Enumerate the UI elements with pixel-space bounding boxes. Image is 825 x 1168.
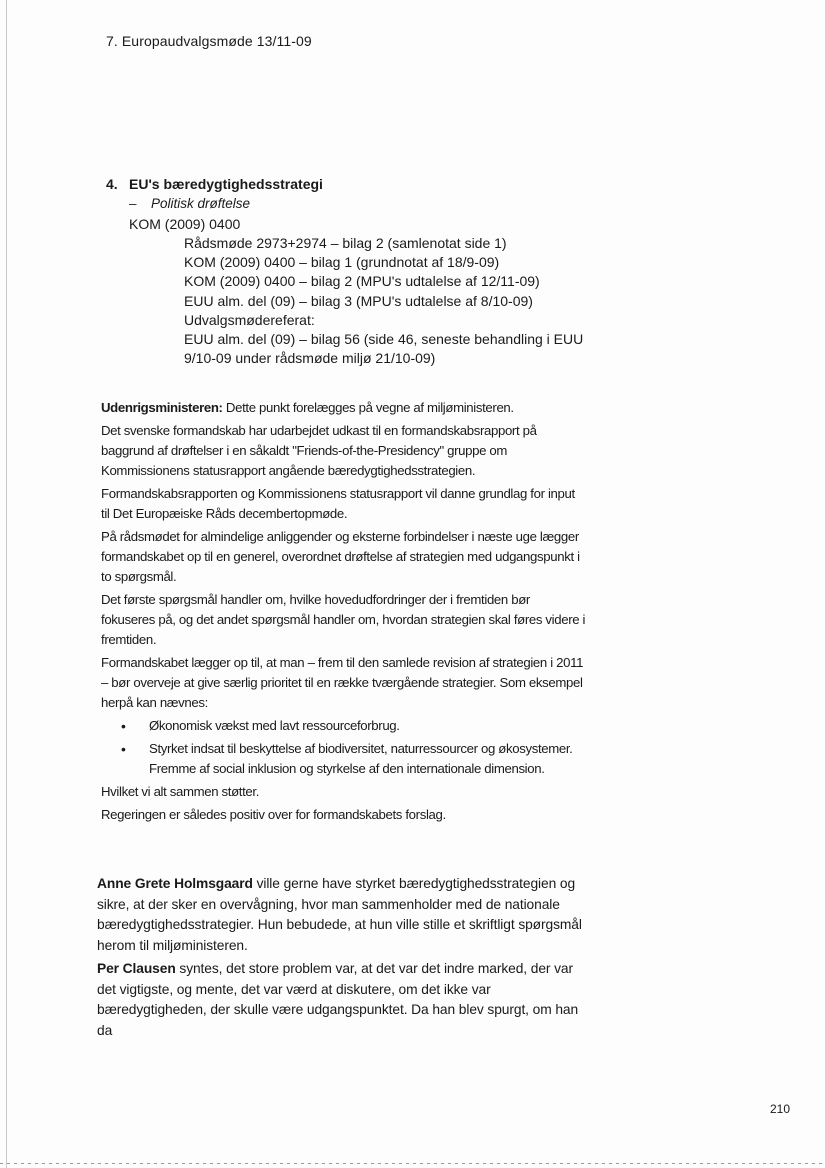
reference-line: EUU alm. del (09) – bilag 3 (MPU's udtalelse af 8/10-09) bbox=[184, 292, 533, 309]
statement-intro-text: Dette punkt forelægges på vegne af miljøministeren. bbox=[222, 400, 514, 415]
paragraph: Formandskabet lægger op til, at man – frem til den samlede revision af strategien i 2011 – bør overveje at give særlig prioritet til en række tværgående strategier. Som eksempel herpå kan nævnes: bbox=[101, 655, 584, 710]
speaker-name: Per Clausen bbox=[97, 961, 176, 976]
debate-entry bbox=[97, 959, 587, 1041]
paragraph: Regeringen er således positiv over for formandskabets forslag. bbox=[101, 807, 446, 822]
agenda-item bbox=[106, 174, 606, 368]
reference-line: KOM (2009) 0400 – bilag 2 (MPU's udtalelse af 12/11-09) bbox=[184, 273, 540, 290]
reference-list bbox=[184, 234, 606, 368]
speaker-name: Udenrigsministeren: bbox=[101, 400, 223, 415]
paragraph: Hvilket vi alt sammen støtter. bbox=[101, 784, 260, 799]
reference-line: KOM (2009) 0400 – bilag 1 (grundnotat af 18/9-09) bbox=[184, 254, 500, 271]
list-item bbox=[101, 739, 586, 779]
bullet-icon: • bbox=[121, 718, 126, 734]
subtitle-dash: – bbox=[129, 196, 137, 211]
list-item-text: Styrket indsat til beskyttelse af biodiversitet, naturressourcer og økosystemer. Fremme af social inklusion og styrkelse af den internationale dimension. bbox=[149, 741, 573, 776]
meeting-header: 7. Europaudvalgsmøde 13/11-09 bbox=[106, 33, 312, 49]
scan-edge bbox=[6, 0, 7, 1168]
paragraph: Det første spørgsmål handler om, hvilke hovedudfordringer der i fremtiden bør fokuseres på, og det andet spørgsmål handler om, hvordan strategien skal føres videre i fremtiden. bbox=[101, 592, 586, 647]
list-item bbox=[101, 716, 586, 736]
debate-text: ville gerne have styrket bæredygtighedsstrategien og sikre, at der sker en overvågning, hvor man sammenholder med de nationale bæredygtighedsstrategier. Hun bebudede, at hun ville stille et skriftligt spørgsmål herom til miljøministeren. bbox=[97, 876, 582, 953]
list-item-text: Økonomisk vækst med lavt ressourceforbrug. bbox=[149, 718, 400, 733]
debate-entry bbox=[97, 874, 587, 956]
agenda-item-subtitle bbox=[129, 194, 606, 214]
reference-line: Rådsmøde 2973+2974 – bilag 2 (samlenotat side 1) bbox=[184, 235, 507, 251]
minister-statement bbox=[101, 398, 586, 828]
agenda-item-title bbox=[106, 174, 606, 194]
paragraph: Det svenske formandskab har udarbejdet udkast til en formandskabsrapport på baggrund af drøftelser i en såkaldt "Friends-of-the-Presidency" gruppe om Kommissionens statusrapport angående bæredygtighedsstrategien. bbox=[101, 423, 537, 478]
debate-section bbox=[97, 874, 587, 1044]
subtitle-text: Politisk drøftelse bbox=[151, 196, 251, 211]
statement-intro bbox=[101, 398, 586, 418]
page-number: 210 bbox=[770, 1102, 791, 1116]
kom-reference: KOM (2009) 0400 bbox=[129, 216, 241, 232]
paragraph: På rådsmødet for almindelige anliggender og eksterne forbindelser i næste uge lægger formandskabet op til en generel, overordnet drøftelse af strategien med udgangspunkt i to spørgsmål. bbox=[101, 529, 580, 584]
agenda-item-number: 4. bbox=[106, 176, 118, 192]
agenda-item-title-text: EU's bæredygtighedsstrategi bbox=[129, 176, 323, 192]
bullet-icon: • bbox=[121, 741, 126, 757]
paragraph: Formandskabsrapporten og Kommissionens statusrapport vil danne grundlag for input til Det Europæiske Råds decembertopmøde. bbox=[101, 486, 575, 521]
speaker-name: Anne Grete Holmsgaard bbox=[97, 876, 253, 891]
reference-line: Udvalgsmødereferat: bbox=[184, 311, 315, 328]
reference-line: 9/10-09 under rådsmøde miljø 21/10-09) bbox=[184, 350, 436, 367]
reference-line: EUU alm. del (09) – bilag 56 (side 46, seneste behandling i EUU bbox=[184, 331, 584, 348]
bullet-list bbox=[101, 716, 586, 779]
scan-edge-bottom bbox=[0, 1163, 825, 1164]
debate-text: syntes, det store problem var, at det var det indre marked, der var det vigtigste, og mente, det var værd at diskutere, om det ikke var bæredygtigheden, der skulle være udgangspunktet. Da han blev spurgt, om han da bbox=[97, 961, 579, 1038]
